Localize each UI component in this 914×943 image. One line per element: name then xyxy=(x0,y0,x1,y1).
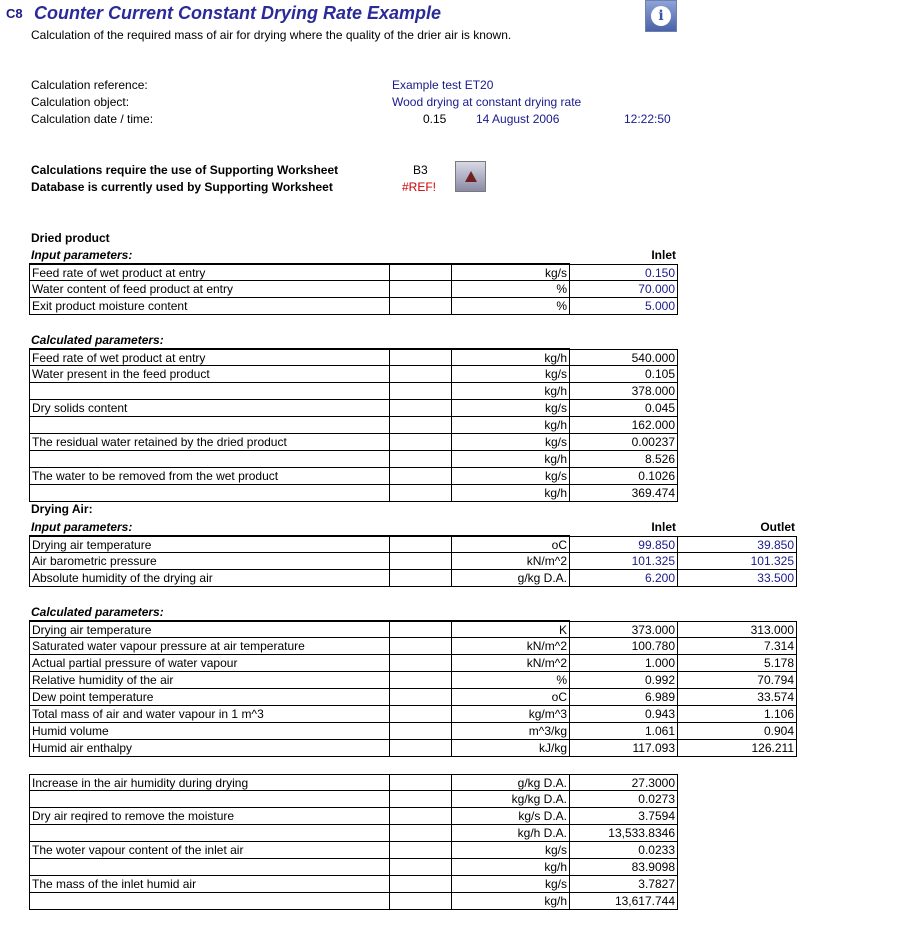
air-calc-unit: % xyxy=(451,672,570,689)
air-calc-label: Saturated water vapour pressure at air temperature xyxy=(29,638,390,655)
result-unit: kg/s D.A. xyxy=(451,808,570,825)
air-calc-row xyxy=(0,723,914,740)
dried-calc-label xyxy=(29,417,390,434)
dried-input-label: Feed rate of wet product at entry xyxy=(29,264,390,281)
calc-reference-value: Example test ET20 xyxy=(392,78,494,92)
air-input-label: Absolute humidity of the drying air xyxy=(29,570,390,587)
dried-input-unit: kg/s xyxy=(451,264,570,281)
dried-calc-label xyxy=(29,451,390,468)
dried-calc-blank xyxy=(389,468,452,485)
worksheet-required-label: Calculations require the use of Supporting Worksheet xyxy=(31,163,339,177)
calc-date-label: Calculation date / time: xyxy=(31,112,154,126)
air-calc-unit: kJ/kg xyxy=(451,740,570,757)
result-blank xyxy=(389,825,452,842)
air-calc-label: Dew point temperature xyxy=(29,689,390,706)
air-calc-outlet: 5.178 xyxy=(677,655,797,672)
calc-date-value: 14 August 2006 xyxy=(476,112,560,126)
air-input-blank xyxy=(389,570,452,587)
dried-calc-label: Dry solids content xyxy=(29,400,390,417)
air-input-inlet[interactable]: 6.200 xyxy=(569,570,678,587)
air-input-blank xyxy=(389,553,452,570)
air-input-label: Air barometric pressure xyxy=(29,553,390,570)
air-calc-unit: K xyxy=(451,621,570,638)
dried-input-unit: % xyxy=(451,281,570,298)
dried-calc-header xyxy=(0,332,914,349)
dried-calc-blank xyxy=(389,417,452,434)
dried-calc-inlet: 369.474 xyxy=(569,485,678,502)
result-value: 3.7827 xyxy=(569,876,678,893)
air-calc-label: Total mass of air and water vapour in 1 m^3 xyxy=(29,706,390,723)
result-value: 0.0233 xyxy=(569,842,678,859)
air-calc-unit: kN/m^2 xyxy=(451,655,570,672)
dried-input-row xyxy=(0,298,914,315)
dried-input-inlet[interactable]: 70.000 xyxy=(569,281,678,298)
air-calc-row xyxy=(0,638,914,655)
air-input-unit: g/kg D.A. xyxy=(451,570,570,587)
result-blank xyxy=(389,808,452,825)
dried-calc-row xyxy=(0,383,914,400)
air-calc-blank xyxy=(389,689,452,706)
air-calc-inlet: 6.989 xyxy=(569,689,678,706)
dried-input-row xyxy=(0,264,914,281)
air-input-outlet[interactable]: 33.500 xyxy=(677,570,797,587)
air-calc-label: Relative humidity of the air xyxy=(29,672,390,689)
result-value: 27.3000 xyxy=(569,774,678,791)
database-value: #REF! xyxy=(402,180,437,194)
air-inlet-heading: Inlet xyxy=(651,520,676,534)
dried-calc-blank xyxy=(389,400,452,417)
result-unit: kg/h xyxy=(451,893,570,910)
result-blank xyxy=(389,876,452,893)
air-input-inlet[interactable]: 99.850 xyxy=(569,536,678,553)
page-subtitle: Calculation of the required mass of air for drying where the quality of the drier air is known. xyxy=(31,28,512,42)
dried-calc-row xyxy=(0,400,914,417)
calc-object-value: Wood drying at constant drying rate xyxy=(392,95,582,109)
air-input-outlet[interactable]: 101.325 xyxy=(677,553,797,570)
air-calc-row xyxy=(0,655,914,672)
air-input-row xyxy=(0,570,914,587)
air-calc-outlet: 126.211 xyxy=(677,740,797,757)
dried-calc-inlet: 8.526 xyxy=(569,451,678,468)
calc-date-number: 0.15 xyxy=(423,112,447,126)
dried-input-header xyxy=(0,247,914,264)
air-calc-blank xyxy=(389,723,452,740)
dried-calc-label: Feed rate of wet product at entry xyxy=(29,349,390,366)
dried-calc-unit: kg/h xyxy=(451,485,570,502)
result-unit: kg/s xyxy=(451,842,570,859)
air-input-heading: Input parameters: xyxy=(29,519,390,536)
dried-calc-inlet: 0.1026 xyxy=(569,468,678,485)
air-input-unit: oC xyxy=(451,536,570,553)
air-input-unit: kN/m^2 xyxy=(451,553,570,570)
dried-input-blank xyxy=(389,281,452,298)
dried-input-label: Exit product moisture content xyxy=(29,298,390,315)
air-calc-inlet: 1.000 xyxy=(569,655,678,672)
dried-input-blank xyxy=(389,298,452,315)
air-calc-blank xyxy=(389,655,452,672)
dried-calc-row xyxy=(0,451,914,468)
air-calc-outlet: 33.574 xyxy=(677,689,797,706)
air-calc-blank xyxy=(389,638,452,655)
database-label: Database is currently used by Supporting Worksheet xyxy=(31,180,333,194)
result-label: The mass of the inlet humid air xyxy=(29,876,390,893)
dried-calc-row xyxy=(0,417,914,434)
dried-calc-row xyxy=(0,468,914,485)
result-blank xyxy=(389,859,452,876)
result-value: 13,617.744 xyxy=(569,893,678,910)
dried-calc-unit: kg/s xyxy=(451,400,570,417)
air-calc-label: Humid air enthalpy xyxy=(29,740,390,757)
info-button[interactable] xyxy=(645,0,677,32)
dried-calc-unit: kg/h xyxy=(451,383,570,400)
air-calc-outlet: 0.904 xyxy=(677,723,797,740)
dried-calc-blank xyxy=(389,366,452,383)
dried-calc-unit: kg/s xyxy=(451,434,570,451)
dried-product-title: Dried product xyxy=(31,231,110,245)
dried-calc-inlet: 540.000 xyxy=(569,349,678,366)
dried-calc-inlet: 378.000 xyxy=(569,383,678,400)
result-blank xyxy=(389,893,452,910)
supporting-worksheet-button[interactable] xyxy=(455,161,486,192)
result-blank xyxy=(389,791,452,808)
air-calc-row xyxy=(0,621,914,638)
air-calc-outlet: 70.794 xyxy=(677,672,797,689)
dried-calc-blank xyxy=(389,434,452,451)
result-row xyxy=(0,859,914,876)
air-input-row xyxy=(0,553,914,570)
dried-calc-label xyxy=(29,383,390,400)
dried-calc-blank xyxy=(389,383,452,400)
air-calc-blank xyxy=(389,672,452,689)
dried-calc-blank xyxy=(389,451,452,468)
info-icon: i xyxy=(651,6,671,26)
air-calc-row xyxy=(0,740,914,757)
result-label: Increase in the air humidity during drying xyxy=(29,774,390,791)
dried-calc-unit: kg/s xyxy=(451,468,570,485)
dried-input-unit: % xyxy=(451,298,570,315)
air-calc-unit: kN/m^2 xyxy=(451,638,570,655)
dried-calc-row xyxy=(0,434,914,451)
dried-inlet-heading: Inlet xyxy=(651,248,676,262)
dried-calc-inlet: 162.000 xyxy=(569,417,678,434)
result-row xyxy=(0,825,914,842)
air-input-outlet[interactable]: 39.850 xyxy=(677,536,797,553)
air-calc-heading: Calculated parameters: xyxy=(29,604,390,621)
result-value: 0.0273 xyxy=(569,791,678,808)
calc-reference-label: Calculation reference: xyxy=(31,78,148,92)
dried-calc-inlet: 0.105 xyxy=(569,366,678,383)
dried-calc-unit: kg/s xyxy=(451,366,570,383)
dried-calc-unit: kg/h xyxy=(451,349,570,366)
air-calc-blank xyxy=(389,706,452,723)
result-row xyxy=(0,791,914,808)
section-code: C8 xyxy=(6,6,23,21)
air-calc-inlet: 373.000 xyxy=(569,621,678,638)
result-label: The woter vapour content of the inlet air xyxy=(29,842,390,859)
air-calc-outlet: 7.314 xyxy=(677,638,797,655)
result-row xyxy=(0,876,914,893)
air-calc-unit: m^3/kg xyxy=(451,723,570,740)
result-label xyxy=(29,791,390,808)
dried-calc-label: The residual water retained by the dried product xyxy=(29,434,390,451)
air-calc-outlet: 313.000 xyxy=(677,621,797,638)
dried-calc-unit: kg/h xyxy=(451,417,570,434)
dried-calc-row xyxy=(0,366,914,383)
result-value: 13,533.8346 xyxy=(569,825,678,842)
result-row xyxy=(0,893,914,910)
result-row xyxy=(0,774,914,791)
dried-calc-inlet: 0.00237 xyxy=(569,434,678,451)
result-unit: g/kg D.A. xyxy=(451,774,570,791)
air-calc-row xyxy=(0,689,914,706)
dried-input-inlet[interactable]: 0.150 xyxy=(569,264,678,281)
dried-calc-blank xyxy=(389,485,452,502)
air-input-header xyxy=(0,519,914,536)
result-blank xyxy=(389,774,452,791)
air-calc-inlet: 0.943 xyxy=(569,706,678,723)
result-unit: kg/h xyxy=(451,859,570,876)
worksheet-required-value: B3 xyxy=(413,163,428,177)
air-calc-unit: kg/m^3 xyxy=(451,706,570,723)
air-calc-unit: oC xyxy=(451,689,570,706)
dried-calc-label: Water present in the feed product xyxy=(29,366,390,383)
air-calc-inlet: 100.780 xyxy=(569,638,678,655)
dried-input-inlet[interactable]: 5.000 xyxy=(569,298,678,315)
dried-calc-blank xyxy=(389,349,452,366)
air-calc-label: Actual partial pressure of water vapour xyxy=(29,655,390,672)
dried-calc-inlet: 0.045 xyxy=(569,400,678,417)
air-calc-row xyxy=(0,672,914,689)
air-outlet-heading: Outlet xyxy=(760,520,795,534)
air-input-inlet[interactable]: 101.325 xyxy=(569,553,678,570)
air-calc-label: Drying air temperature xyxy=(29,621,390,638)
result-unit: kg/h D.A. xyxy=(451,825,570,842)
dried-calc-label xyxy=(29,485,390,502)
air-input-blank xyxy=(389,536,452,553)
result-label xyxy=(29,893,390,910)
dried-calc-unit: kg/h xyxy=(451,451,570,468)
dried-calc-row xyxy=(0,485,914,502)
air-calc-header xyxy=(0,604,914,621)
result-unit: kg/kg D.A. xyxy=(451,791,570,808)
result-unit: kg/s xyxy=(451,876,570,893)
result-label xyxy=(29,825,390,842)
result-row xyxy=(0,808,914,825)
dried-input-blank xyxy=(389,264,452,281)
result-blank xyxy=(389,842,452,859)
air-calc-inlet: 0.992 xyxy=(569,672,678,689)
air-calc-row xyxy=(0,706,914,723)
result-value: 83.9098 xyxy=(569,859,678,876)
air-calc-inlet: 1.061 xyxy=(569,723,678,740)
air-calc-blank xyxy=(389,621,452,638)
dried-input-label: Water content of feed product at entry xyxy=(29,281,390,298)
air-input-row xyxy=(0,536,914,553)
air-calc-outlet: 1.106 xyxy=(677,706,797,723)
dried-calc-heading: Calculated parameters: xyxy=(29,332,390,349)
air-calc-blank xyxy=(389,740,452,757)
air-calc-label: Humid volume xyxy=(29,723,390,740)
drying-air-title: Drying Air: xyxy=(31,502,93,516)
wizard-icon xyxy=(465,171,477,182)
result-label: Dry air reqired to remove the moisture xyxy=(29,808,390,825)
air-input-label: Drying air temperature xyxy=(29,536,390,553)
calc-time-value: 12:22:50 xyxy=(624,112,671,126)
result-row xyxy=(0,842,914,859)
result-value: 3.7594 xyxy=(569,808,678,825)
page-title: Counter Current Constant Drying Rate Example xyxy=(34,3,442,23)
calc-object-label: Calculation object: xyxy=(31,95,130,109)
dried-input-heading: Input parameters: xyxy=(29,247,390,264)
result-label xyxy=(29,859,390,876)
dried-calc-row xyxy=(0,349,914,366)
air-calc-inlet: 117.093 xyxy=(569,740,678,757)
dried-input-row xyxy=(0,281,914,298)
dried-calc-label: The water to be removed from the wet product xyxy=(29,468,390,485)
